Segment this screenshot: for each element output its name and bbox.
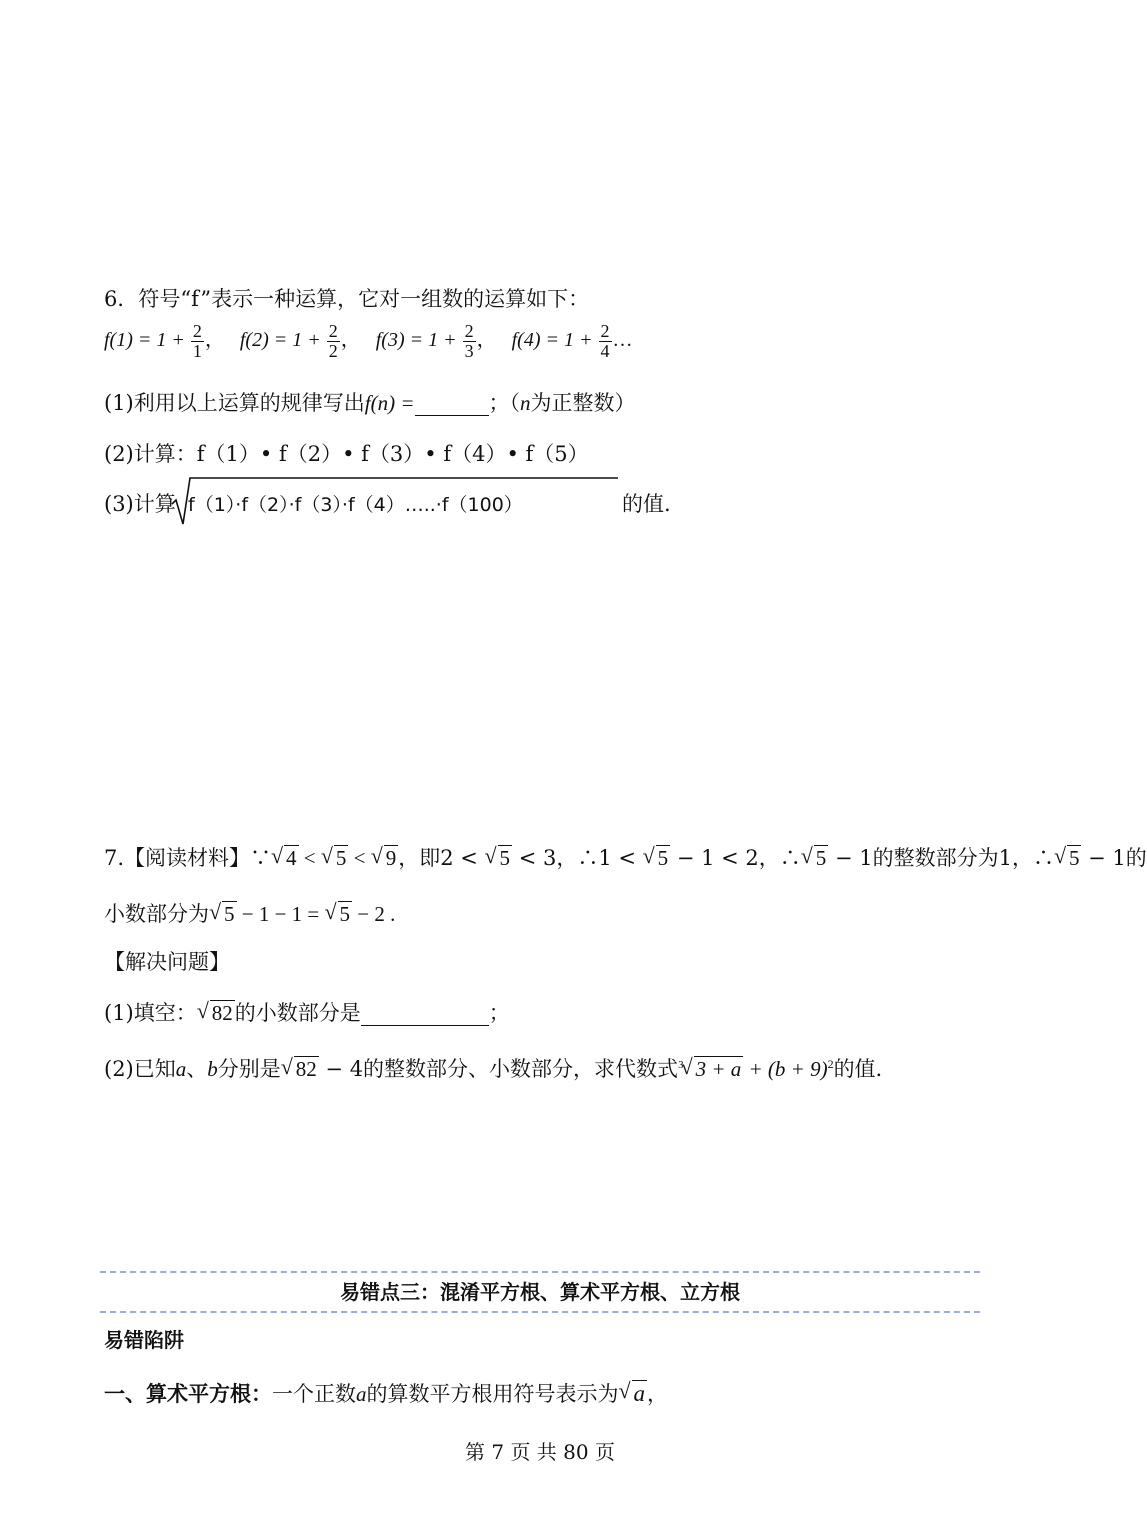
section-subhead: 易错陷阱 [104, 1328, 184, 1352]
q7-part1-blank[interactable] [361, 1001, 489, 1026]
q6-part1: (1)利用以上运算的规律写出f(n) = ；（n为正整数） [104, 391, 636, 415]
q6-part3-prefix: (3)计算 [104, 492, 176, 516]
q6-intro: 6．符号“f”表示一种运算，它对一组数的运算如下： [104, 287, 590, 311]
section-title: 易错点三：混淆平方根、算术平方根、立方根 [340, 1280, 740, 1304]
q6-part1-blank[interactable] [415, 391, 489, 416]
q6-term1-frac: $\frac{2}{1}$ [192, 321, 202, 361]
q6-term3-frac: $\frac{2}{3}$ [464, 321, 474, 361]
q6-part2: (2)计算：f（1）• f（2）• f（3）• f（4）• f（5） [104, 442, 589, 466]
section-divider-bottom [100, 1311, 980, 1313]
q6-term4-frac: $\frac{2}{4}$ [600, 321, 610, 361]
q6-term1-lhs: f(1) = 1 + [104, 328, 190, 351]
q7-line2: 小数部分为√ 5 − 1 − 1 = √ 5 − 2 . [104, 898, 395, 928]
q6-term4-lhs: f(4) = 1 + [511, 328, 598, 351]
q6-part3-radical [170, 474, 620, 528]
q6-term2-lhs: f(2) = 1 + [239, 328, 326, 351]
section-divider-top [100, 1271, 980, 1273]
q6-term3-lhs: f(3) = 1 + [375, 328, 462, 351]
page-footer: 第 7 页 共 80 页 [465, 1440, 615, 1464]
q6-term2-frac: $\frac{2}{2}$ [328, 321, 338, 361]
q6-part3-suffix: 的值. [622, 492, 671, 516]
q7-part1: (1)填空：√ 82的小数部分是 ； [104, 997, 510, 1027]
q7-line1: 7.【阅读材料】∵√ 4 < √ 5 < √ 9，即2 < √ 5 < 3，∴1 < √ 5 − 1 < 2，∴√ 5 − 1的整数部分为1，∴√ 5 − 1的 [104, 842, 1147, 872]
q7-solve-heading: 【解决问题】 [104, 950, 230, 974]
q6-formula-line: f(1) = 1 + $\frac{2}{1}$ ， f(2) = 1 + $\frac{2}{2}$ ， f(3) = 1 + $\frac{2}{3}$ ， f(4) = 1 + $\frac{2}{4}$ … [104, 321, 633, 361]
q6-part3-radicand: f（1）·f（2）·f（3）·f（4）…..·f（100） [188, 494, 523, 516]
section-item: 一、算术平方根：一个正数a的算数平方根用符号表示为√ a， [104, 1378, 668, 1408]
q7-part2: (2)已知a、b分别是√ 82 − 4的整数部分、小数部分，求代数式$^3$√ $3 + a + (b + 9)^2$的值. [104, 1053, 882, 1083]
